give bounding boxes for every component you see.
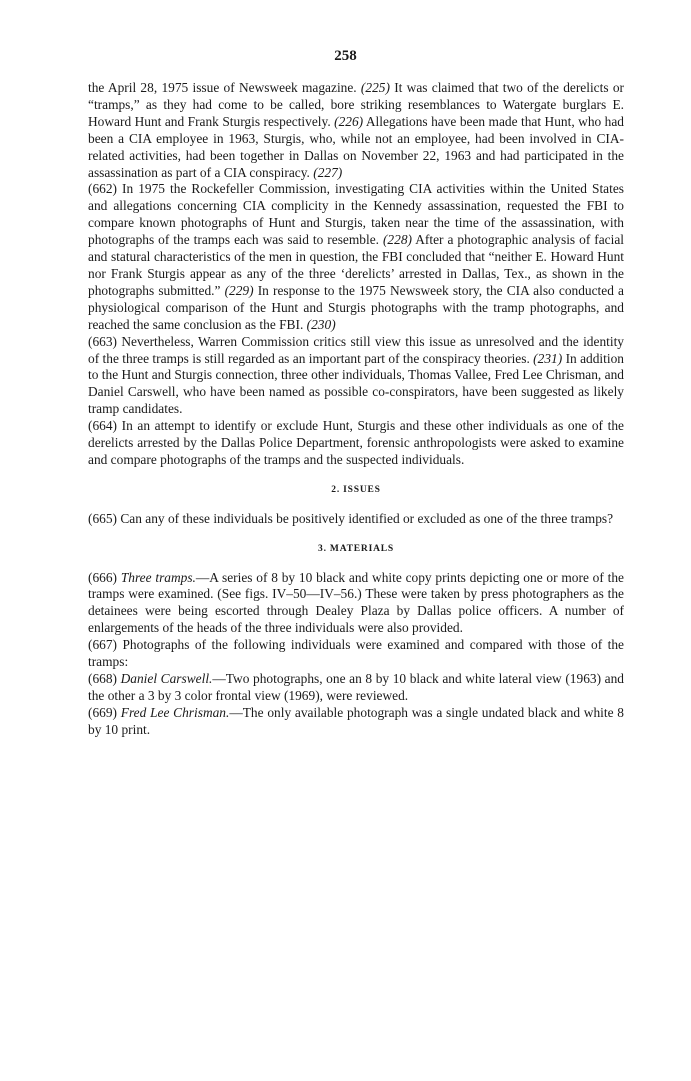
- p662-text-2: After a photographic analysis of facial and statural characteristics of the men in question, the FBI concluded that “neither E. Howard Hunt nor Frank Sturgis appear as any of the three ‘derelicts’ arrested in Dallas, Tex., as shown in the photographs submitted.”: [88, 232, 624, 298]
- p663-text-1: (663) Nevertheless, Warren Commission critics still view this issue as unresolved and the identity of the three tramps is still regarded as an important part of the conspiracy theories.: [88, 333, 624, 366]
- paragraph-intro: [88, 80, 624, 181]
- intro-text-3: Allegations have been made that Hunt, who had been a CIA employee in 1963, Sturgis, who, while not an employee, had been involved in CIA-related activities, had been together in Dallas on November 22, 1963 and had participated in the assassination as part of a CIA conspiracy.: [88, 113, 625, 180]
- paragraph-665: (665) Can any of these individuals be positively identified or excluded as one of the three tramps?: [88, 510, 614, 526]
- p668-text: —Two photographs, one an 8 by 10 black and white lateral view (1963) and the other a 3 by 3 color frontal view (1969), were reviewed.: [88, 671, 624, 703]
- footnote-ref-231: (231): [533, 350, 563, 366]
- footnote-ref-228: (228): [382, 232, 412, 248]
- section-heading-issues: 2. ISSUES: [331, 484, 381, 495]
- p668-number: (668): [88, 671, 121, 686]
- paragraph-666: [88, 570, 624, 638]
- paragraph-668: [88, 671, 624, 705]
- footnote-ref-229: (229): [224, 282, 254, 298]
- p662-text-1: (662) In 1975 the Rockefeller Commission, investigating CIA activities within the United States and allegations concerning CIA complicity in the Kennedy assassination, requested the FBI to compare known photographs of Hunt and Sturgis, taken near the time of the assassination, with photographs of the tramps each was said to resemble.: [88, 181, 624, 248]
- page-body: [88, 80, 624, 739]
- page-number: 258: [334, 48, 357, 64]
- p668-title: Daniel Carswell.: [120, 671, 213, 686]
- p669-title: Fred Lee Chrisman.: [120, 704, 230, 720]
- intro-text-1: the April 28, 1975 issue of Newsweek magazine.: [88, 80, 361, 95]
- footnote-ref-227: (227): [313, 164, 343, 180]
- footnote-ref-225: (225): [360, 80, 390, 95]
- paragraph-664: (664) In an attempt to identify or exclude Hunt, Sturgis and these other individuals as one of the derelicts arrested by the Dallas Police Department, forensic anthropologists were asked to examine and compare photographs of the tramps and the suspected individuals.: [88, 418, 624, 467]
- footnote-ref-230: (230): [306, 316, 336, 332]
- p669-text: —The only available photograph was a single undated black and white 8 by 10 print.: [88, 704, 625, 737]
- paragraph-667: (667) Photographs of the following individuals were examined and compared with those of the tramps:: [88, 637, 624, 670]
- p663-text-2: In addition to the Hunt and Sturgis connection, three other individuals, Thomas Vallee, Fred Lee Chrisman, and Daniel Carswell, who have been named as possible co-conspirators, have been suggested as likely tramp candidates.: [88, 350, 624, 417]
- paragraph-669: [88, 705, 624, 739]
- section-heading-materials: 3. MATERIALS: [318, 543, 394, 554]
- intro-text-2: It was claimed that two of the derelicts or “tramps,” as they had come to be called, bore striking resemblances to Watergate burglars E. Howard Hunt and Frank Sturgis respectively.: [88, 80, 624, 129]
- p666-text: —A series of 8 by 10 black and white copy prints depicting one or more of the tramps were examined. (See figs. IV–50—IV–56.) These were taken by press photographers as the detainees were being escorted through Dealey Plaza by Dallas police officers. A number of enlargements of the heads of the three individuals were also provided.: [88, 569, 624, 636]
- p666-title: Three tramps.: [120, 569, 196, 585]
- paragraph-662: [88, 181, 624, 333]
- p666-number: (666): [88, 569, 121, 585]
- paragraph-663: [88, 334, 624, 419]
- p669-number: (669): [88, 704, 121, 720]
- p662-text-3: In response to the 1975 Newsweek story, the CIA also conducted a physiological comparison of the Hunt and Sturgis photographs with the tramp photographs, and reached the same conclusion as the FBI.: [88, 282, 624, 332]
- footnote-ref-226: (226): [334, 113, 364, 129]
